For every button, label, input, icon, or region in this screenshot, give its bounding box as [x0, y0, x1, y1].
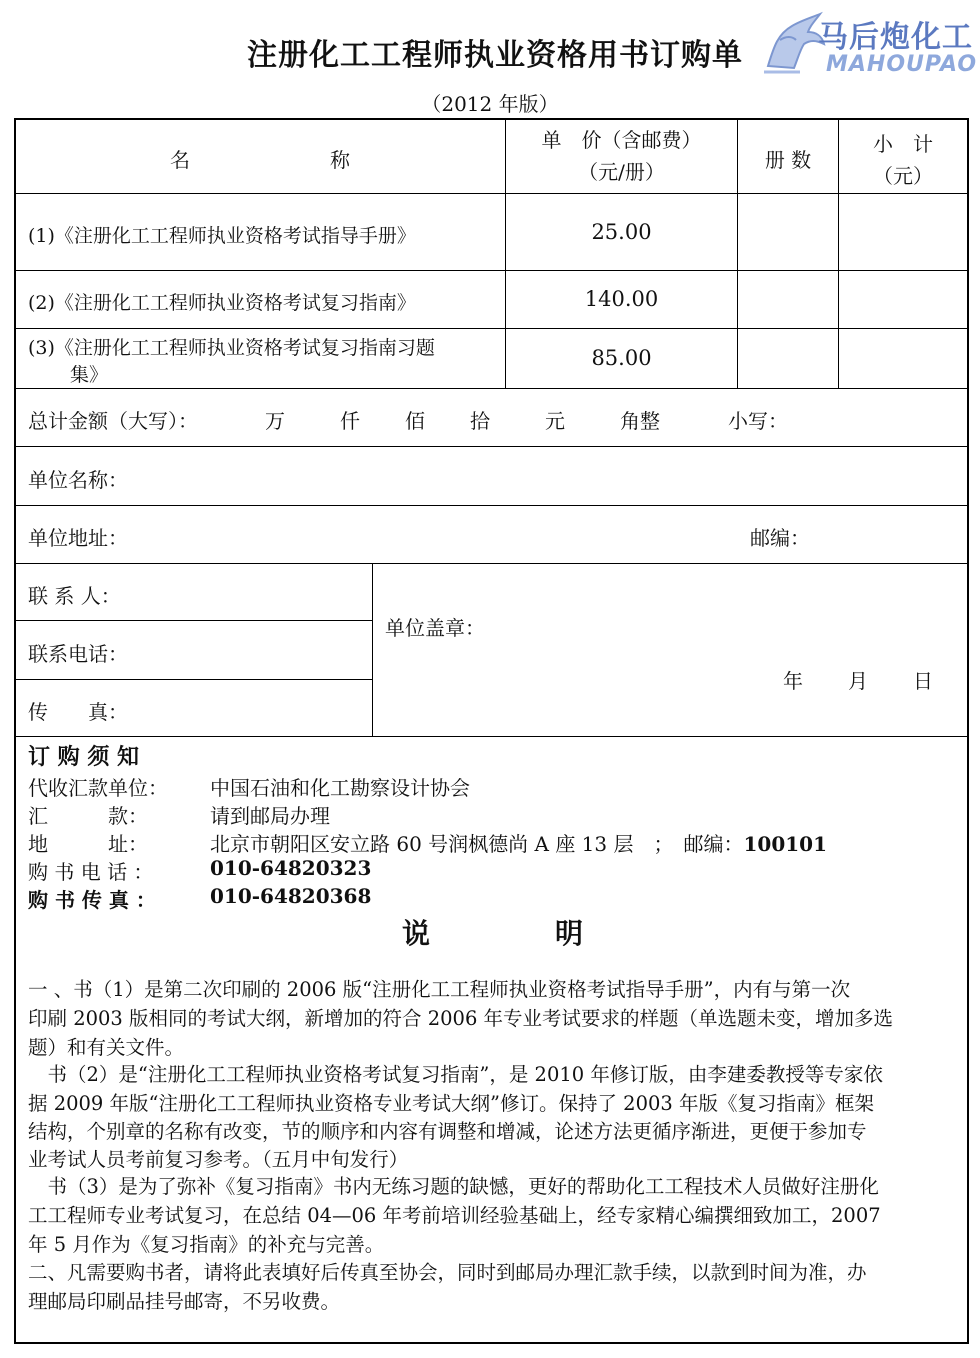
col-divider [372, 563, 373, 736]
explanation-line: 据 2009 年版“注册化工工程师执业资格专业考试大纲”修订。保持了 2003 年版《复习指南》框架 [28, 1092, 874, 1115]
total-unit-shi: 拾 [470, 409, 490, 433]
logo-text-cn: 马后炮化工 [818, 20, 973, 55]
explanation-heading-b: 明 [555, 917, 584, 950]
logo-text-en: MAHOUPAO [826, 52, 978, 77]
book-price-2: 140.00 [584, 287, 659, 311]
notice-label: 汇 款： [28, 804, 148, 828]
header-qty: 册 数 [764, 148, 812, 172]
table-border-right [967, 118, 969, 1344]
order-phone: 010-64820323 [210, 856, 372, 880]
company-logo [760, 6, 976, 80]
row-divider [14, 563, 969, 564]
notice-value: 请到邮局办理 [210, 804, 330, 828]
book-price-1: 25.00 [591, 220, 652, 244]
header-price-unit: （元/册） [578, 160, 665, 184]
row-divider [14, 505, 969, 506]
header-name-b: 称 [330, 148, 350, 172]
col-divider [838, 118, 839, 388]
row-divider [14, 193, 969, 194]
page-title: 注册化工工程师执业资格用书订购单 [247, 38, 743, 73]
order-fax: 010-64820368 [210, 884, 372, 908]
row-divider [14, 446, 969, 447]
notice-label: 购 书 传 真 ： [28, 888, 156, 912]
total-small-label: 小写： [728, 409, 788, 433]
row-divider [14, 620, 372, 621]
header-name-a: 名 [170, 148, 190, 172]
date-day: 日 [913, 669, 933, 693]
row-divider [14, 736, 969, 737]
explanation-line: 年 5 月作为《复习指南》的补充与完善。 [28, 1233, 385, 1256]
row-divider [14, 679, 372, 680]
row-divider [14, 388, 969, 389]
address-text: 北京市朝阳区安立路 60 号润枫德尚 A 座 13 层 ； 邮编： [210, 832, 744, 856]
edition-label: （2012 年版） [421, 92, 559, 116]
total-unit-qian: 仟 [340, 409, 360, 433]
explanation-line: 印刷 2003 版相同的考试大纲，新增加的符合 2006 年专业考试要求的样题（单选题未变，增加多选 [28, 1007, 894, 1030]
book-price-3: 85.00 [591, 346, 652, 370]
date-month: 月 [848, 669, 868, 693]
notice-address [210, 828, 827, 857]
unit-name-label: 单位名称： [28, 468, 128, 492]
explanation-line: 理邮局印刷品挂号邮寄，不另收费。 [28, 1290, 341, 1313]
table-border-left [14, 118, 16, 738]
explanation-line: 书（3）是为了弥补《复习指南》书内无练习题的缺憾，更好的帮助化工工程技术人员做好注册化 [28, 1175, 879, 1198]
table-border-bottom [14, 1342, 969, 1344]
explanation-line: 工工程师专业考试复习，在总结 04—06 年考前培训经验基础上，经专家精心编撰细致加工，2007 [28, 1204, 881, 1227]
unit-address-label: 单位地址： [28, 526, 128, 550]
notice-border-left [14, 736, 16, 1344]
notice-label: 地 址： [28, 832, 148, 856]
notice-label: 代收汇款单位： [28, 776, 168, 800]
explanation-line: 题）和有关文件。 [28, 1036, 185, 1059]
table-border-top [14, 118, 969, 120]
explanation-heading-a: 说 [402, 917, 431, 950]
notice-label: 购 书 电 话 ： [28, 860, 154, 884]
date-year: 年 [783, 669, 803, 693]
explanation-line: 一 、书（1）是第二次印刷的 2006 版“注册化工工程师执业资格考试指导手册”，内有与第一次 [28, 978, 851, 1001]
explanation-line: 二、凡需要购书者，请将此表填好后传真至协会，同时到邮局办理汇款手续，以款到时间为准，办 [28, 1261, 867, 1284]
phone-label: 联系电话： [28, 642, 128, 666]
total-unit-wan: 万 [265, 409, 285, 433]
explanation-line: 业考试人员考前复习参考。（五月中旬发行） [28, 1148, 409, 1171]
address-postcode: 100101 [743, 832, 827, 856]
total-unit-jiao: 角整 [620, 409, 660, 433]
row-divider [14, 270, 969, 271]
book-name-3-cont: 集》 [70, 364, 109, 386]
total-unit-bai: 佰 [405, 409, 425, 433]
row-divider [14, 328, 969, 329]
notice-heading: 订 购 须 知 [28, 744, 139, 770]
notice-value: 中国石油和化工勘察设计协会 [210, 776, 470, 800]
book-name-3: (3)《注册化工工程师执业资格考试复习指南习题 [28, 337, 435, 359]
fax-label: 传 真： [28, 700, 128, 724]
header-subtotal-unit: （元） [873, 164, 933, 188]
book-name-1: (1)《注册化工工程师执业资格考试指导手册》 [28, 225, 416, 247]
header-price: 单 价（含邮费） [541, 128, 702, 152]
explanation-line: 书（2）是“注册化工工程师执业资格考试复习指南”，是 2010 年修订版，由李建委教授等专家依 [28, 1063, 883, 1086]
total-unit-yuan: 元 [545, 409, 565, 433]
book-name-2: (2)《注册化工工程师执业资格考试复习指南》 [28, 292, 416, 314]
explanation-line: 结构，个别章的名称有改变，节的顺序和内容有调整和增减，论述方法更循序渐进，更便于参加专 [28, 1120, 867, 1143]
contact-label: 联 系 人： [28, 584, 121, 608]
postcode-label: 邮编： [750, 526, 810, 550]
total-label: 总计金额（大写）： [28, 409, 198, 433]
stamp-label: 单位盖章： [385, 616, 485, 640]
header-subtotal: 小 计 [873, 132, 933, 156]
